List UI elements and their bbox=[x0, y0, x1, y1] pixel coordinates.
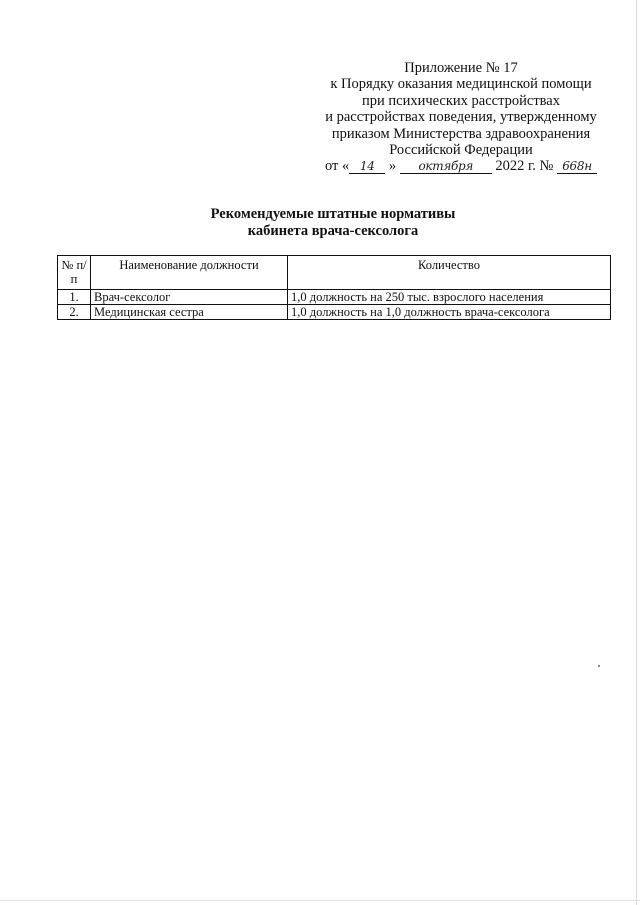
row-quantity: 1,0 должность на 1,0 должность врача-сексолога bbox=[288, 305, 611, 320]
row-num: 1. bbox=[58, 290, 91, 305]
header-position: Наименование должности bbox=[91, 256, 288, 290]
appendix-order-ref-3: и расстройствах поведения, утвержденному bbox=[325, 109, 597, 126]
table-header-row bbox=[58, 256, 611, 290]
date-prefix: от « bbox=[324, 158, 350, 175]
appendix-ministry: приказом Министерства здравоохранения bbox=[331, 125, 591, 142]
table-row bbox=[58, 290, 611, 305]
appendix-order-ref-2: при психических расстройствах bbox=[361, 92, 560, 109]
appendix-federation: Российской Федерации bbox=[389, 142, 533, 159]
row-num: 2. bbox=[58, 305, 91, 320]
appendix-header bbox=[300, 60, 622, 175]
scan-edge-bottom bbox=[0, 900, 640, 901]
header-quantity: Количество bbox=[288, 256, 611, 290]
table-row bbox=[58, 305, 611, 320]
row-quantity: 1,0 должность на 250 тыс. взрослого населения bbox=[288, 290, 611, 305]
appendix-order-ref: к Порядку оказания медицинской помощи bbox=[330, 76, 592, 93]
header-num: № п/п bbox=[58, 256, 91, 290]
title-line-1: Рекомендуемые штатные нормативы bbox=[210, 206, 456, 222]
date-day-handwritten: 14 bbox=[359, 159, 375, 174]
date-quote-close: » bbox=[388, 158, 397, 175]
order-number-handwritten: 668н bbox=[562, 159, 592, 174]
row-position: Врач-сексолог bbox=[91, 290, 288, 305]
scan-edge-right bbox=[636, 0, 637, 905]
title-line-2: кабинета врача-сексолога bbox=[247, 223, 419, 239]
date-year: 2022 г. № bbox=[495, 158, 554, 175]
staffing-table bbox=[57, 255, 611, 320]
scan-artifact bbox=[598, 665, 600, 667]
row-position: Медицинская сестра bbox=[91, 305, 288, 320]
appendix-date-line bbox=[300, 158, 622, 174]
appendix-number: Приложение № 17 bbox=[404, 60, 518, 76]
page-title bbox=[120, 206, 546, 240]
date-month-handwritten: октября bbox=[418, 159, 474, 174]
